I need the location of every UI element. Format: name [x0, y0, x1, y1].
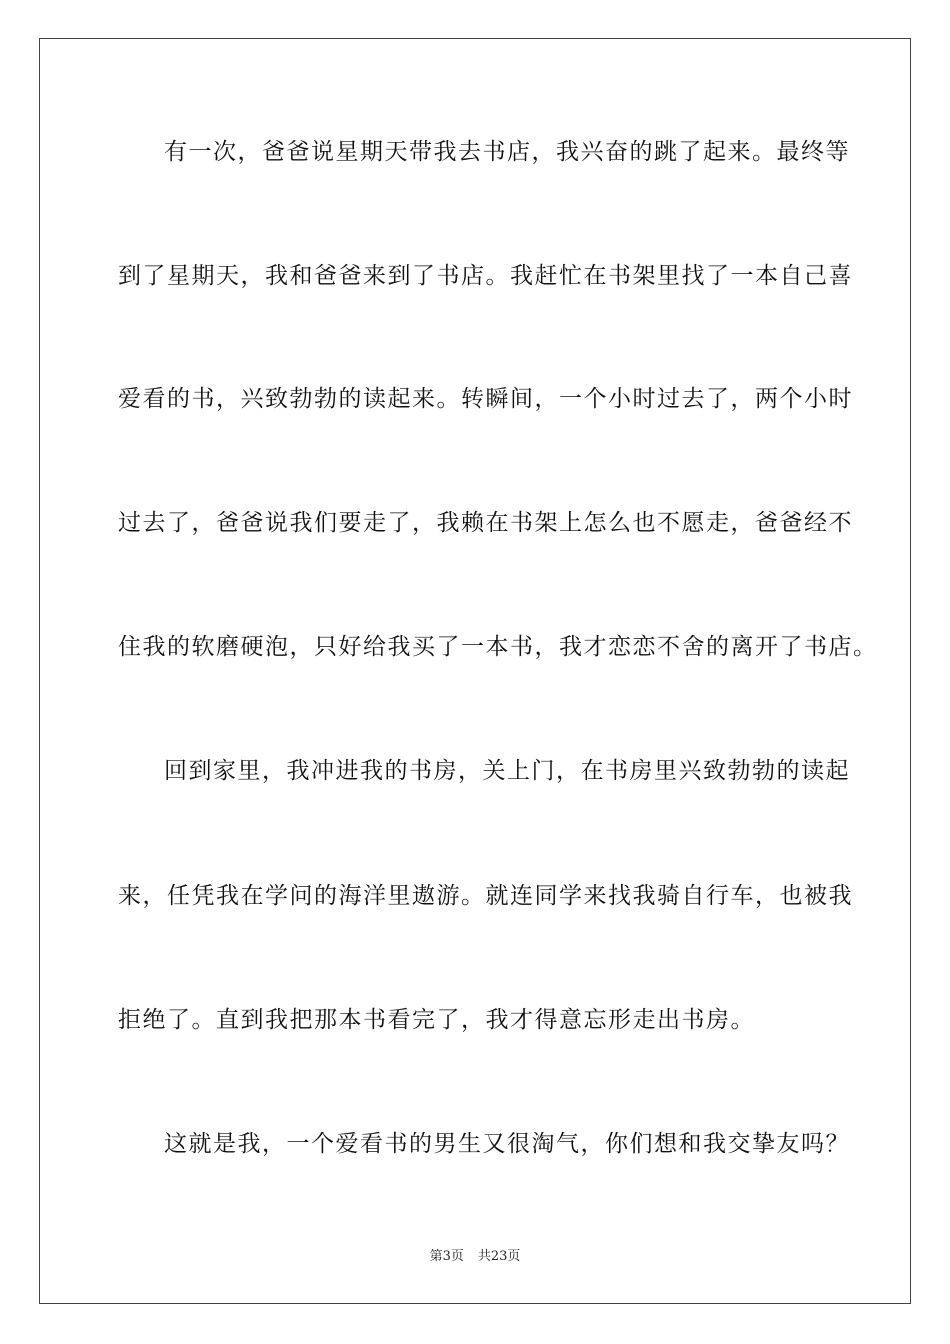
page-border	[39, 38, 911, 1304]
paragraph-line: 到了星期天，我和爸爸来到了书店。我赶忙在书架里找了一本自己喜	[118, 263, 853, 289]
paragraph-line: 过去了，爸爸说我们要走了，我赖在书架上怎么也不愿走，爸爸经不	[118, 510, 853, 536]
paragraph-line: 拒绝了。直到我把那本书看完了，我才得意忘形走出书房。	[118, 1007, 755, 1033]
page-footer	[0, 1248, 950, 1266]
page-number: 第3页	[429, 1249, 464, 1264]
paragraph-line: 爱看的书，兴致勃勃的读起来。转瞬间，一个小时过去了，两个小时	[118, 386, 853, 412]
paragraph-line: 这就是我，一个爱看书的男生又很淘气，你们想和我交挚友吗？	[164, 1131, 850, 1157]
paragraph-line: 来，任凭我在学问的海洋里遨游。就连同学来找我骑自行车，也被我	[118, 883, 853, 909]
total-pages: 共23页	[477, 1249, 521, 1264]
paragraph-line: 有一次，爸爸说星期天带我去书店，我兴奋的跳了起来。最终等	[164, 139, 850, 165]
paragraph-line: 住我的软磨硬泡，只好给我买了一本书，我才恋恋不舍的离开了书店。	[118, 634, 878, 660]
paragraph-line: 回到家里，我冲进我的书房，关上门，在书房里兴致勃勃的读起	[164, 758, 850, 784]
